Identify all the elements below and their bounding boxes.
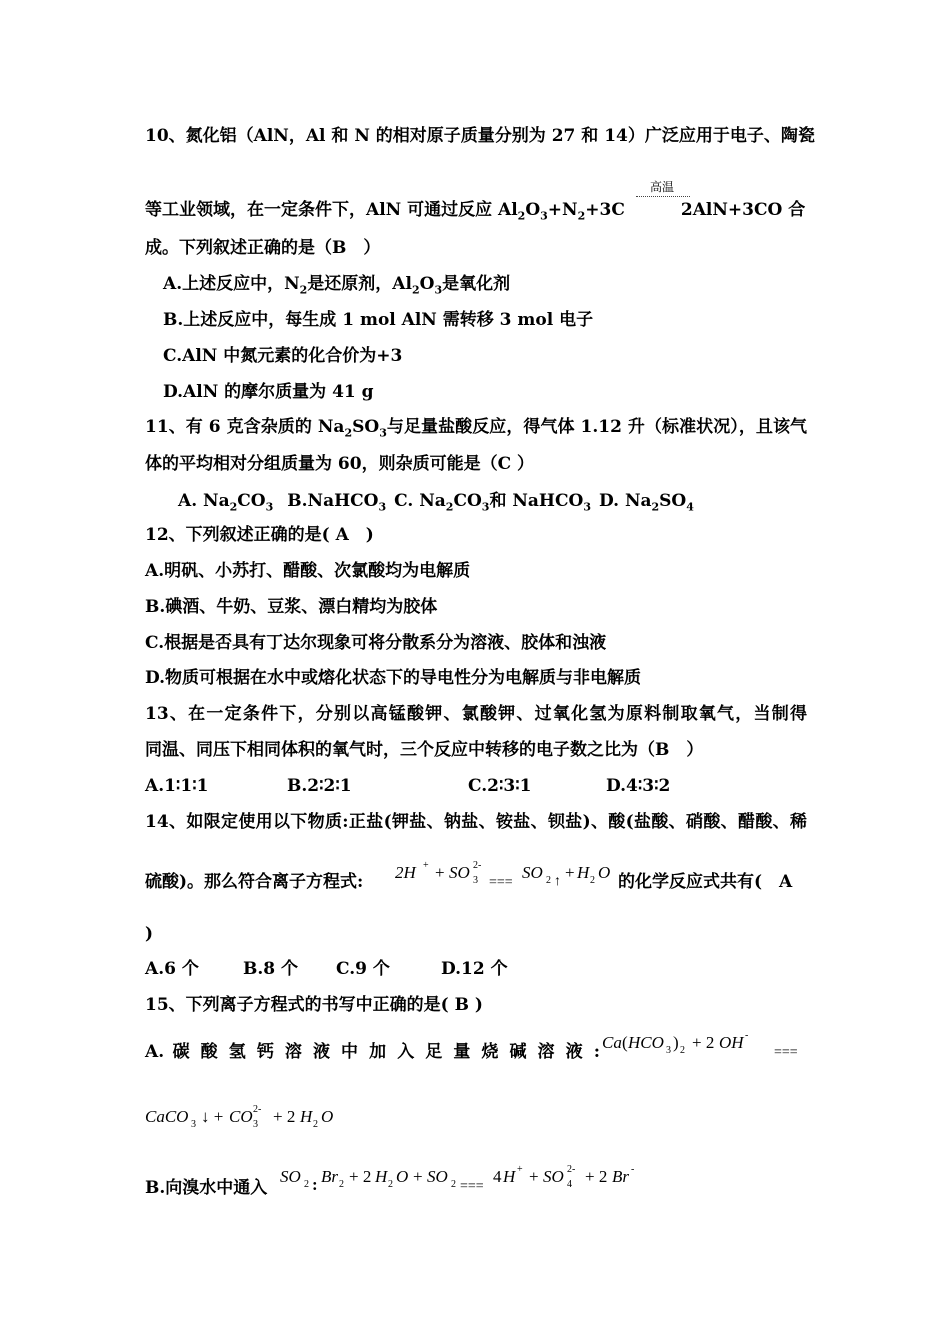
svg-text:-: - [631, 1164, 635, 1175]
q15-option-b: B.向溴水中通入 [145, 1178, 268, 1198]
q14-option-b: B.8 个 [243, 959, 299, 979]
svg-text:2: 2 [339, 1179, 344, 1190]
svg-text:H: H [503, 1167, 516, 1186]
q12-option-c: C.根据是否具有丁达尔现象可将分散系分为溶液、胶体和浊液 [145, 633, 607, 653]
svg-text:OH: OH [719, 1033, 744, 1052]
ionic-equation-b [279, 1160, 649, 1200]
svg-text:+: + [529, 1167, 539, 1186]
svg-text:O: O [321, 1107, 334, 1126]
q13-line1: 13、在一定条件下，分别以高锰酸钾、氯酸钾、过氧化氢为原料制取氧气，当制得 [145, 704, 807, 724]
svg-text:4: 4 [567, 1179, 572, 1190]
q12-option-a: A.明矾、小苏打、醋酸、次氯酸均为电解质 [145, 561, 471, 581]
ionic-equation-a-left [600, 1028, 810, 1068]
svg-text:SO: SO [522, 863, 543, 882]
q13-option-c: C.2∶3∶1 [468, 776, 532, 796]
svg-text:===: === [460, 1179, 484, 1194]
q10-option-a: A.上述反应中，$N_2$是还原剂，$Al_2O_3$是氧化剂 [163, 274, 511, 297]
q14-line1: 14、如限定使用以下物质:正盐(钾盐、钠盐、铵盐、钡盐)、酸(盐酸、硝酸、醋酸、稀 [145, 812, 807, 832]
svg-text:SO: SO [543, 1167, 564, 1186]
svg-text:Br: Br [612, 1167, 629, 1186]
q12-option-b: B.碘酒、牛奶、豆浆、漂白精均为胶体 [145, 597, 438, 617]
reaction-condition: 高温 [650, 180, 675, 194]
q14-line2: 硫酸)。那么符合离子方程式: [145, 872, 364, 892]
reaction-arrow [636, 196, 690, 197]
svg-text:+: + [413, 1167, 423, 1186]
svg-text:2: 2 [451, 1179, 456, 1190]
svg-text:+ 2: + 2 [273, 1107, 296, 1126]
svg-text:H: H [577, 863, 590, 882]
svg-text:+ 2: + 2 [692, 1033, 715, 1052]
svg-text:+ 2: + 2 [585, 1167, 608, 1186]
svg-text:2: 2 [546, 875, 551, 886]
svg-text:2: 2 [304, 1179, 309, 1190]
svg-text:+: + [517, 1164, 523, 1175]
svg-text:↑: ↑ [554, 874, 561, 889]
svg-text:HCO: HCO [628, 1033, 664, 1052]
svg-text:O: O [598, 863, 611, 882]
svg-text:+: + [565, 863, 575, 882]
ionic-equation-q14 [393, 856, 623, 896]
q14-option-c: C.9 个 [336, 959, 390, 979]
svg-text:2-: 2- [473, 860, 482, 871]
q11-line1: 11、有 6 克含杂质的 $Na_2SO_3$与足量盐酸反应，得气体 1.12 升（标准状况），且该气 [145, 417, 808, 440]
q13-option-a: A.1∶1∶1 [145, 776, 209, 796]
svg-text:↓ +: ↓ + [201, 1107, 224, 1126]
q15-option-a: A. 碳 酸 氢 钙 溶 液 中 加 入 足 量 烧 碱 溶 液 : [145, 1042, 600, 1062]
svg-text:CO: CO [229, 1107, 253, 1126]
q10-line2: 等工业领域，在一定条件下，AlN 可通过反应 $Al_2O_3+N_2+3C$ 2AlN+3CO 合 [145, 200, 806, 223]
svg-text:2: 2 [680, 1045, 685, 1056]
q11-options: A. $Na_2CO_3$ B.NaHCO$_3$ C. $Na_2CO_3$和 NaHCO$_3$ D. $Na_2SO_4$ [178, 491, 694, 514]
q12-option-d: D.物质可根据在水中或熔化状态下的导电性分为电解质与非电解质 [145, 668, 642, 688]
svg-text:2: 2 [590, 875, 595, 886]
svg-text:4: 4 [493, 1167, 502, 1186]
svg-text:3: 3 [253, 1119, 258, 1130]
q15-stem: 15、下列离子方程式的书写中正确的是( B ) [145, 995, 483, 1015]
svg-text:SO: SO [449, 863, 470, 882]
svg-text:SO: SO [427, 1167, 448, 1186]
svg-text::: : [312, 1175, 318, 1194]
q14-option-d: D.12 个 [441, 959, 508, 979]
svg-text:Br: Br [321, 1167, 338, 1186]
q10-option-b: B.上述反应中，每生成 1 mol AlN 需转移 3 mol 电子 [163, 310, 594, 330]
svg-text:3: 3 [473, 875, 478, 886]
q12-stem: 12、下列叙述正确的是( A ) [145, 525, 374, 545]
q11-line2: 体的平均相对分组质量为 60，则杂质可能是（C ） [145, 454, 535, 474]
svg-text:2H: 2H [395, 863, 416, 882]
q10-option-c: C.AlN 中氮元素的化合价为+3 [163, 346, 403, 366]
svg-text:H: H [300, 1107, 313, 1126]
svg-text:Ca: Ca [602, 1033, 622, 1052]
q14-option-a: A.6 个 [145, 959, 199, 979]
q13-option-d: D.4∶3∶2 [606, 776, 671, 796]
svg-text:3: 3 [191, 1119, 196, 1130]
svg-text:2: 2 [313, 1119, 318, 1130]
svg-text:-: - [745, 1030, 749, 1041]
q10-line3: 成。下列叙述正确的是（B ） [145, 238, 381, 258]
q14-line3: ) [145, 924, 154, 944]
svg-text:2: 2 [388, 1179, 393, 1190]
svg-text:+: + [435, 863, 445, 882]
svg-text:===: === [774, 1045, 798, 1060]
svg-text:O: O [396, 1167, 409, 1186]
svg-text:): ) [673, 1033, 679, 1052]
svg-text:+: + [423, 860, 429, 871]
svg-text:CaCO: CaCO [145, 1107, 189, 1126]
q13-line2: 同温、同压下相同体积的氧气时，三个反应中转移的电子数之比为（B ） [145, 740, 704, 760]
svg-text:===: === [489, 875, 513, 890]
svg-text:+ 2: + 2 [349, 1167, 372, 1186]
q10-option-d: D.AlN 的摩尔质量为 41 g [163, 382, 374, 402]
q13-option-b: B.2∶2∶1 [287, 776, 352, 796]
svg-text:2-: 2- [253, 1104, 262, 1115]
svg-text:2-: 2- [567, 1164, 576, 1175]
ionic-equation-a-right [143, 1100, 363, 1136]
svg-text:3: 3 [666, 1045, 671, 1056]
svg-text:SO: SO [280, 1167, 301, 1186]
q10-line1: 10、氮化铝（AlN，Al 和 N 的相对原子质量分别为 27 和 14）广泛应用于电子、陶瓷 [145, 126, 815, 146]
svg-text:H: H [375, 1167, 388, 1186]
svg-text:(: ( [622, 1033, 628, 1052]
q14-line2-suffix: 的化学反应式共有( A [618, 872, 793, 892]
